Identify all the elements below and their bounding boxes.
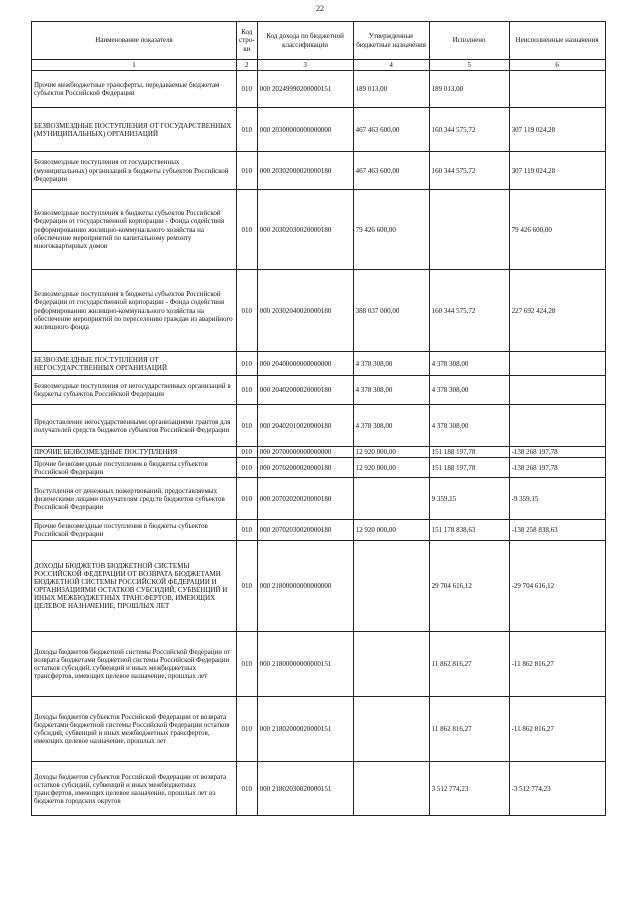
table-row xyxy=(32,152,606,190)
table-row xyxy=(32,376,606,405)
row-approved: 12 920 000,00 xyxy=(353,447,429,458)
row-approved: 467 463 600,00 xyxy=(353,108,429,152)
row-unexecuted: -29 704 616,12 xyxy=(509,541,605,632)
table-row xyxy=(32,762,606,816)
row-name: Поступления от денежных пожертвований, предоставляемых физическими лицами получателям средств бюджетов субъектов Российской Федерации xyxy=(32,478,237,520)
column-number: 4 xyxy=(353,60,429,71)
row-line: 010 xyxy=(237,405,258,447)
header-name: Наименование показателя xyxy=(32,22,237,60)
row-name: Доходы бюджетов бюджетной системы Российской Федерации от возврата бюджетами бюджетной системы Российской Федерации остатков субсидий, субвенций и иных межбюджетных трансфертов, имеющих целевое назначение, прошлых лет xyxy=(32,632,237,697)
row-unexecuted: -138 258 838,63 xyxy=(509,520,605,541)
row-executed: 160 344 575,72 xyxy=(429,270,509,352)
row-name: Предоставление негосударственными организациями грантов для получателей средств бюджетов субъектов Российской Федерации xyxy=(32,405,237,447)
row-code: 000 21800000000000151 xyxy=(257,632,353,697)
table-row xyxy=(32,71,606,108)
table-row xyxy=(32,405,606,447)
page-number: 22 xyxy=(316,4,324,13)
row-code: 000 20302000020000180 xyxy=(257,152,353,190)
row-unexecuted xyxy=(509,71,605,108)
row-approved: 4 378 308,00 xyxy=(353,376,429,405)
row-executed: 11 862 816,27 xyxy=(429,632,509,697)
row-name: Прочие безвозмездные поступления в бюджеты субъектов Российской Федерации xyxy=(32,458,237,478)
row-line: 010 xyxy=(237,190,258,270)
column-number: 5 xyxy=(429,60,509,71)
row-code: 000 20702000020000180 xyxy=(257,458,353,478)
table-row xyxy=(32,520,606,541)
column-number: 1 xyxy=(32,60,237,71)
header-approved: Утвержденные бюджетные назначения xyxy=(353,22,429,60)
table-row xyxy=(32,270,606,352)
row-line: 010 xyxy=(237,152,258,190)
row-code: 000 20402010020000180 xyxy=(257,405,353,447)
row-line: 010 xyxy=(237,376,258,405)
row-name: Доходы бюджетов субъектов Российской Федерации от возврата бюджетами бюджетной системы Российской Федерации остатков субсидий, субвенций и иных межбюджетных трансфертов, имеющих целевое назначение, прошлых лет xyxy=(32,697,237,762)
row-code: 000 20302030020000180 xyxy=(257,190,353,270)
row-line: 010 xyxy=(237,352,258,376)
row-line: 010 xyxy=(237,697,258,762)
row-approved: 4 378 308,00 xyxy=(353,352,429,376)
table-row xyxy=(32,190,606,270)
column-numbers-row xyxy=(32,60,606,71)
row-unexecuted: 79 426 600,00 xyxy=(509,190,605,270)
row-name: БЕЗВОЗМЕЗДНЫЕ ПОСТУПЛЕНИЯ ОТ НЕГОСУДАРСТВЕННЫХ ОРГАНИЗАЦИЙ xyxy=(32,352,237,376)
row-line: 010 xyxy=(237,520,258,541)
row-name: Безвозмездные поступления от государственных (муниципальных) организаций в бюджеты субъектов Российской Федерации xyxy=(32,152,237,190)
row-code: 000 21802000020000151 xyxy=(257,697,353,762)
row-approved xyxy=(353,762,429,816)
row-name: Безвозмездные поступления от негосударственных организаций в бюджеты субъектов Российской Федерации xyxy=(32,376,237,405)
table-row xyxy=(32,352,606,376)
row-approved xyxy=(353,478,429,520)
row-approved: 189 013,00 xyxy=(353,71,429,108)
table-row xyxy=(32,632,606,697)
row-approved xyxy=(353,697,429,762)
row-approved: 467 463 600,00 xyxy=(353,152,429,190)
row-unexecuted: 307 119 024,28 xyxy=(509,152,605,190)
table-row xyxy=(32,541,606,632)
header-unexecuted: Неисполненные назначения xyxy=(509,22,605,60)
header-line-code: Код стро-ки xyxy=(237,22,258,60)
row-executed: 151 188 197,78 xyxy=(429,447,509,458)
row-unexecuted: 307 119 024,28 xyxy=(509,108,605,152)
income-report-table xyxy=(31,21,606,816)
row-code: 000 20249990200000151 xyxy=(257,71,353,108)
row-name: БЕЗВОЗМЕЗДНЫЕ ПОСТУПЛЕНИЯ ОТ ГОСУДАРСТВЕННЫХ (МУНИЦИПАЛЬНЫХ) ОРГАНИЗАЦИЙ xyxy=(32,108,237,152)
row-line: 010 xyxy=(237,632,258,697)
table-row xyxy=(32,447,606,458)
row-code: 000 20700000000000000 xyxy=(257,447,353,458)
table-row xyxy=(32,108,606,152)
row-line: 010 xyxy=(237,108,258,152)
header-income-code: Код дохода по бюджетной классификации xyxy=(257,22,353,60)
row-unexecuted: -11 862 816,27 xyxy=(509,632,605,697)
row-line: 010 xyxy=(237,541,258,632)
table-header-row xyxy=(32,22,606,60)
row-name: ДОХОДЫ БЮДЖЕТОВ БЮДЖЕТНОЙ СИСТЕМЫ РОССИЙСКОЙ ФЕДЕРАЦИИ ОТ ВОЗВРАТА БЮДЖЕТАМИ БЮДЖЕТНОЙ СИСТЕМЫ РОССИЙСКОЙ ФЕДЕРАЦИИ И ОРГАНИЗАЦИЯМИ ОСТАТКОВ СУБСИДИЙ, СУБВЕНЦИЙ И ИНЫХ МЕЖБЮДЖЕТНЫХ ТРАНСФЕРТОВ, ИМЕЮЩИХ ЦЕЛЕВОЕ НАЗНАЧЕНИЕ, ПРОШЛЫХ ЛЕТ xyxy=(32,541,237,632)
row-executed: 151 188 197,78 xyxy=(429,458,509,478)
row-executed: 160 344 575,72 xyxy=(429,108,509,152)
row-line: 010 xyxy=(237,270,258,352)
row-approved: 4 378 308,00 xyxy=(353,405,429,447)
row-approved: 388 037 000,00 xyxy=(353,270,429,352)
row-executed: 9 359,15 xyxy=(429,478,509,520)
row-name: Безвозмездные поступления в бюджеты субъектов Российской Федерации от государственной корпорации - Фонда содействия реформированию жилищно-коммунального хозяйства на обеспечение мероприятий по переселению граждан из аварийного жилищного фонда xyxy=(32,270,237,352)
column-number: 6 xyxy=(509,60,605,71)
row-line: 010 xyxy=(237,71,258,108)
header-executed: Исполнено xyxy=(429,22,509,60)
row-line: 010 xyxy=(237,478,258,520)
row-line: 010 xyxy=(237,458,258,478)
row-unexecuted xyxy=(509,405,605,447)
row-executed: 11 862 816,27 xyxy=(429,697,509,762)
row-unexecuted: -138 268 197,78 xyxy=(509,447,605,458)
row-code: 000 20402000020000180 xyxy=(257,376,353,405)
row-code: 000 20702020020000180 xyxy=(257,478,353,520)
table-row xyxy=(32,697,606,762)
table-row xyxy=(32,458,606,478)
row-approved xyxy=(353,541,429,632)
row-executed: 151 178 838,63 xyxy=(429,520,509,541)
row-executed: 4 378 308,00 xyxy=(429,376,509,405)
row-executed: 160 344 575,72 xyxy=(429,152,509,190)
row-executed: 29 704 616,12 xyxy=(429,541,509,632)
row-unexecuted: -138 268 197,78 xyxy=(509,458,605,478)
row-executed: 3 512 774,23 xyxy=(429,762,509,816)
row-executed: 4 378 308,00 xyxy=(429,352,509,376)
row-line: 010 xyxy=(237,447,258,458)
row-code: 000 20300000000000000 xyxy=(257,108,353,152)
row-unexecuted: -11 862 816,27 xyxy=(509,697,605,762)
row-executed: 4 378 308,00 xyxy=(429,405,509,447)
row-line: 010 xyxy=(237,762,258,816)
row-approved: 79 426 600,00 xyxy=(353,190,429,270)
row-name: ПРОЧИЕ БЕЗВОЗМЕЗДНЫЕ ПОСТУПЛЕНИЯ xyxy=(32,447,237,458)
row-unexecuted: -9 359,15 xyxy=(509,478,605,520)
row-code: 000 20400000000000000 xyxy=(257,352,353,376)
row-name: Прочие межбюджетные трансферты, передаваемые бюджетам субъектов Российской Федерации xyxy=(32,71,237,108)
row-unexecuted: 227 692 424,28 xyxy=(509,270,605,352)
row-name: Безвозмездные поступления в бюджеты субъектов Российской Федерации от государственной корпорации - Фонда содействия реформированию жилищно-коммунального хозяйства на обеспечение мероприятий по капитальному ремонту многоквартирных домов xyxy=(32,190,237,270)
row-executed: 189 013,00 xyxy=(429,71,509,108)
row-approved: 12 920 000,00 xyxy=(353,458,429,478)
row-name: Доходы бюджетов субъектов Российской Федерации от возврата остатков субсидий, субвенций и иных межбюджетных трансфертов, имеющих целевое назначение, прошлых лет из бюджетов городских округов xyxy=(32,762,237,816)
column-number: 2 xyxy=(237,60,258,71)
row-approved xyxy=(353,632,429,697)
row-approved: 12 920 000,00 xyxy=(353,520,429,541)
row-name: Прочие безвозмездные поступления в бюджеты субъектов Российской Федерации xyxy=(32,520,237,541)
row-unexecuted: -3 512 774,23 xyxy=(509,762,605,816)
row-code: 000 21802030020000151 xyxy=(257,762,353,816)
row-code: 000 20702030020000180 xyxy=(257,520,353,541)
row-code: 000 20302040020000180 xyxy=(257,270,353,352)
column-number: 3 xyxy=(257,60,353,71)
row-unexecuted xyxy=(509,376,605,405)
table-row xyxy=(32,478,606,520)
row-code: 000 21800000000000000 xyxy=(257,541,353,632)
row-executed xyxy=(429,190,509,270)
row-unexecuted xyxy=(509,352,605,376)
